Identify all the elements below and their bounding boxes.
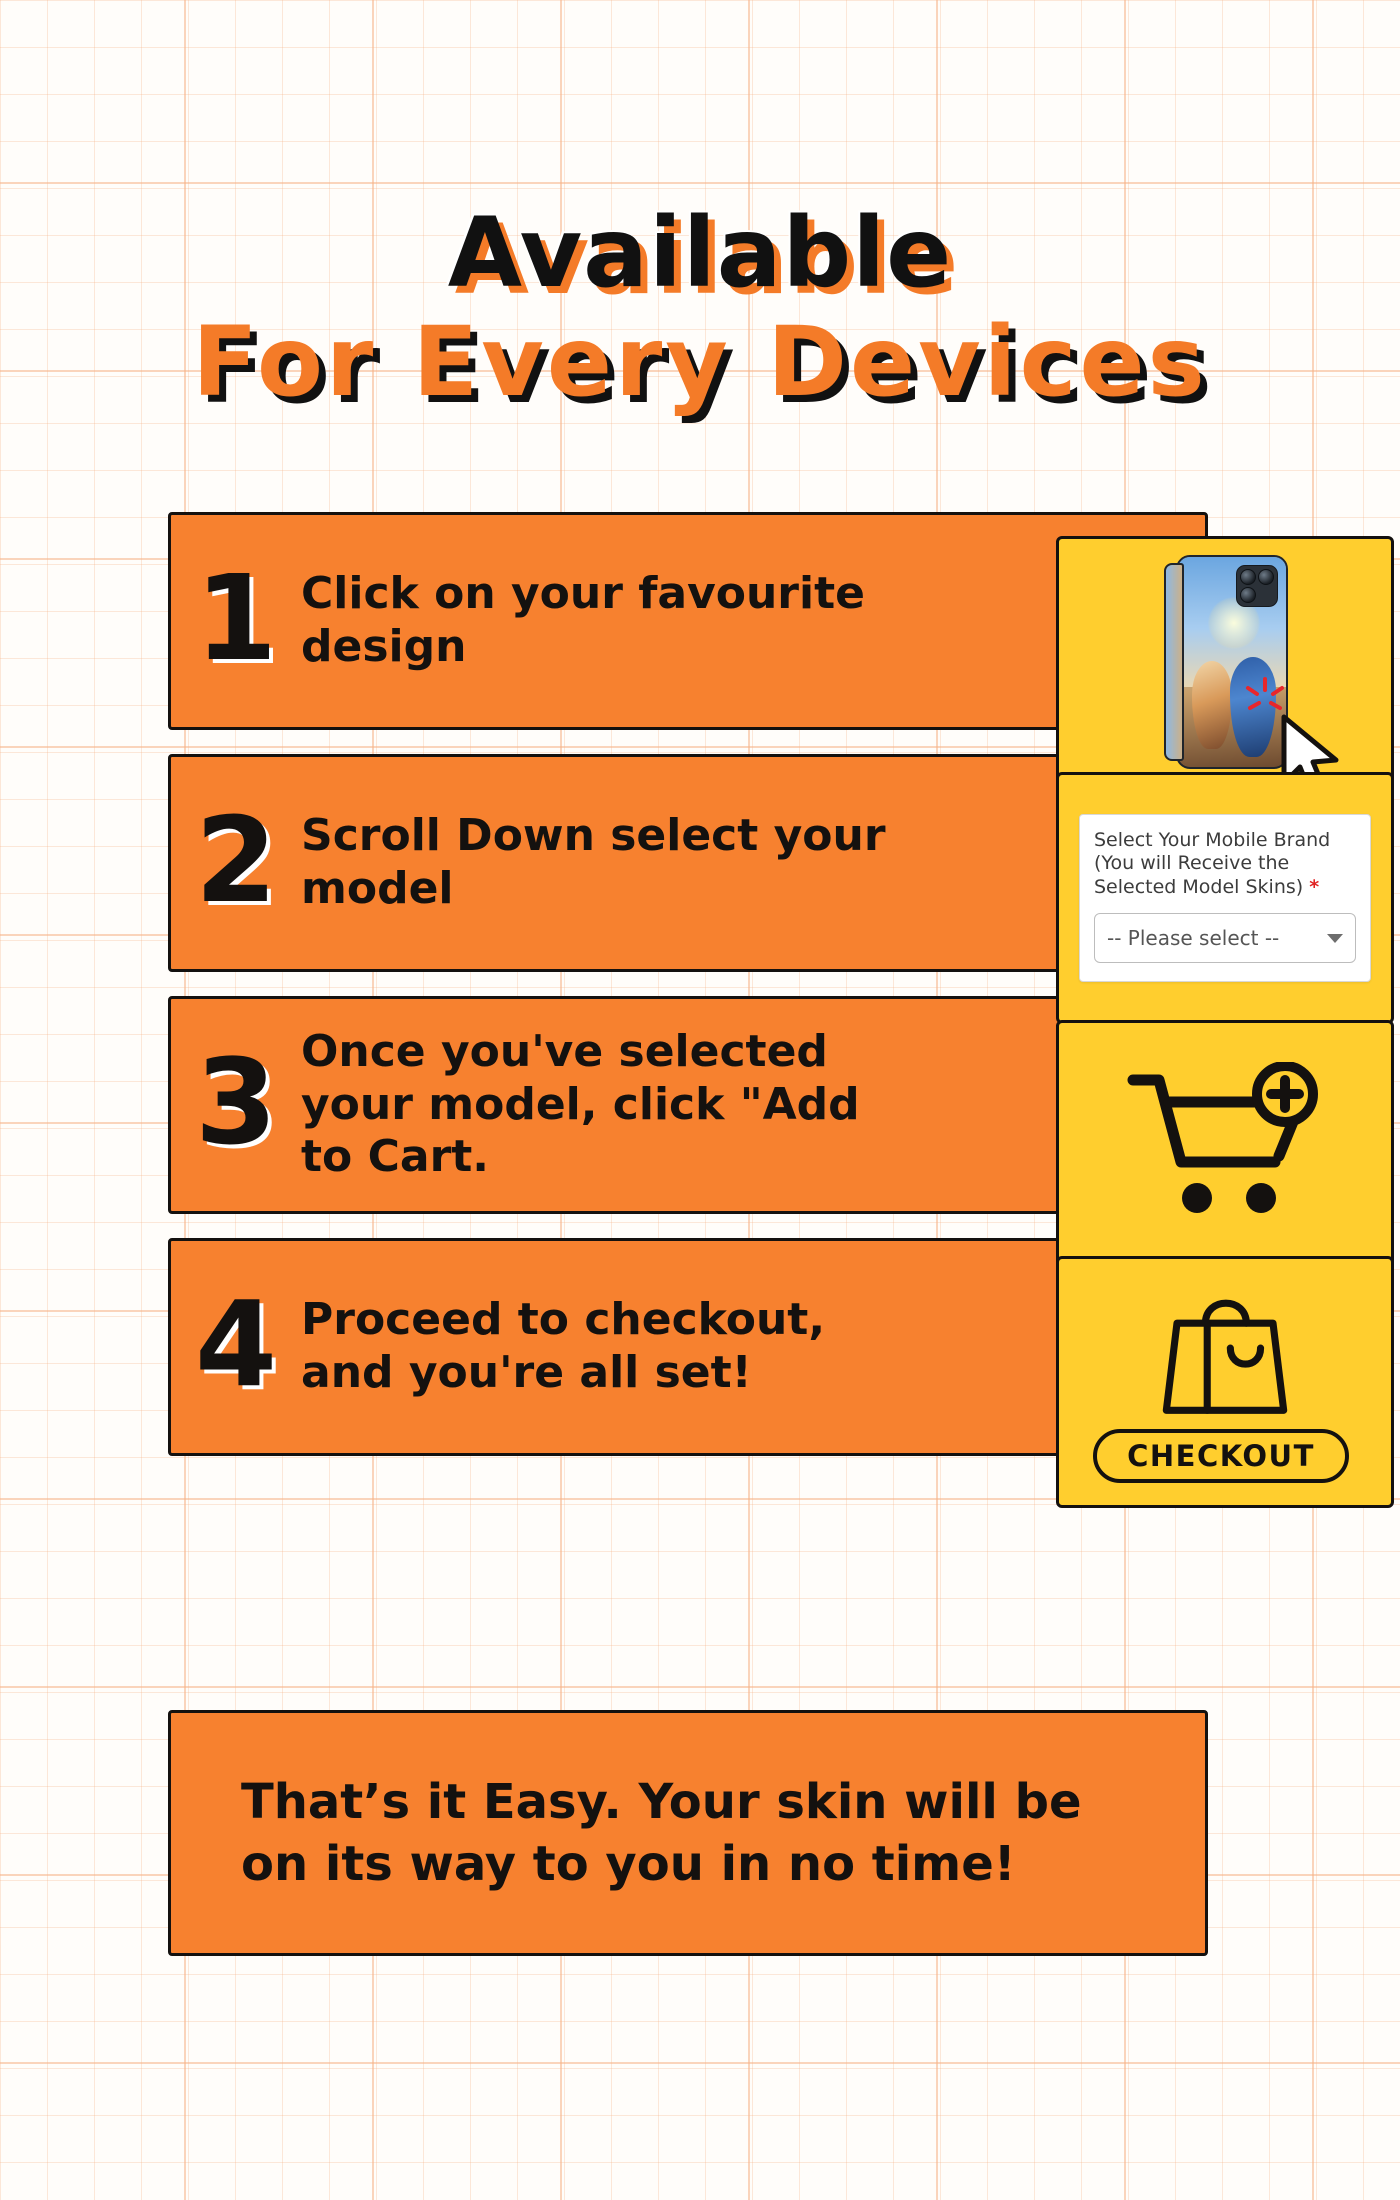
closing-text: That’s it Easy. Your skin will be on its way to you in no time! (241, 1773, 1082, 1892)
step-3-number: 3 (194, 1033, 278, 1171)
phone-body (1176, 555, 1288, 769)
shopping-bag-icon (1109, 1277, 1341, 1437)
step-item (168, 996, 1288, 1214)
required-asterisk: * (1309, 875, 1320, 898)
camera-module-icon (1236, 565, 1278, 607)
artwork-figure-left (1192, 661, 1232, 749)
headline-line-2: For Every Devices (192, 306, 1208, 419)
step-4-art-panel (1056, 1256, 1394, 1508)
headline-line-1: Available (447, 197, 953, 309)
step-4-number: 4 (194, 1275, 278, 1413)
step-item (168, 1238, 1315, 1473)
closing-banner (168, 1710, 1208, 1956)
add-to-cart-icon (1125, 1062, 1325, 1227)
step-1-text: Click on your favourite design (301, 568, 865, 672)
checkout-illustration (1109, 1277, 1341, 1487)
headline (0, 197, 1400, 419)
step-3-text: Once you've selected your model, click "Add to Cart. (301, 1025, 860, 1183)
step-item (168, 512, 1288, 730)
step-2-text: Scroll Down select your model (301, 810, 886, 914)
checkout-badge: CHECKOUT (1093, 1429, 1349, 1483)
step-3-bar (168, 996, 1208, 1214)
mobile-brand-select-card (1079, 814, 1371, 983)
step-2-art-panel (1056, 772, 1394, 1024)
step-2-number: 2 (194, 791, 278, 929)
phone-skin-illustration (1150, 555, 1300, 765)
step-4-text: Proceed to checkout, and you're all set! (301, 1294, 826, 1398)
steps-list (168, 512, 1331, 1480)
step-4-bar (168, 1238, 1208, 1456)
select-selected-value: -- Please select -- (1107, 926, 1280, 951)
step-1-art-panel (1056, 536, 1394, 784)
step-1-bar (168, 512, 1208, 730)
select-field-label (1094, 829, 1356, 900)
select-label-text: Select Your Mobile Brand (You will Receive the Selected Model Skins) (1094, 828, 1331, 898)
mobile-brand-select-input[interactable] (1094, 913, 1356, 963)
step-2-bar (168, 754, 1208, 972)
step-3-art-panel (1056, 1020, 1394, 1268)
chevron-down-icon[interactable] (1327, 934, 1343, 943)
step-item (168, 754, 1331, 972)
step-1-number: 1 (194, 549, 278, 687)
phone-side-skin (1164, 563, 1184, 761)
